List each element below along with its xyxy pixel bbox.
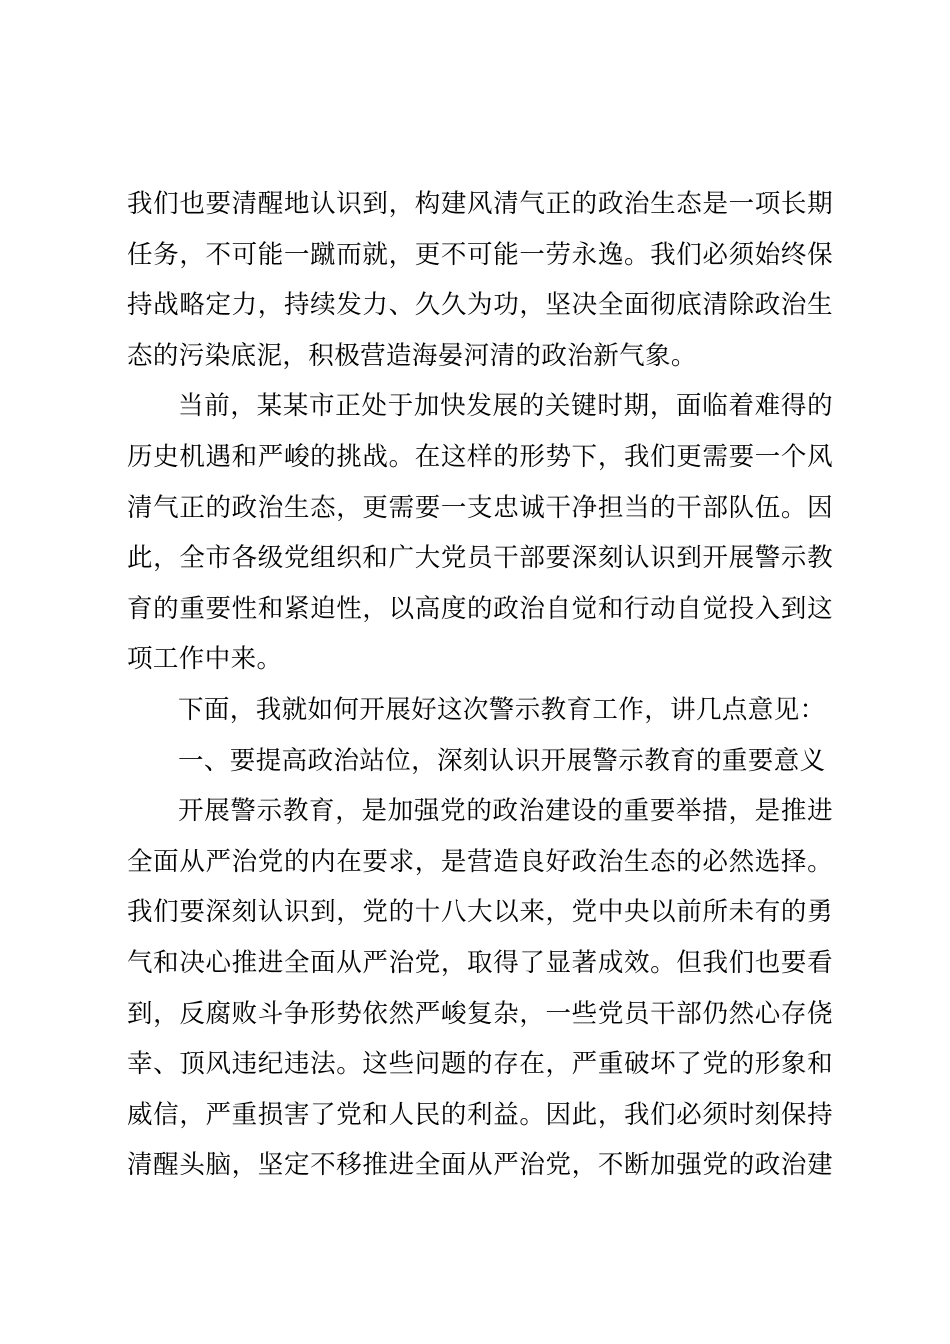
text-line: 项工作中来。 xyxy=(127,644,283,675)
paragraph-first-line: 下面，我就如何开展好这次警示教育工作，讲几点意见： xyxy=(178,694,826,725)
text-line: 到，反腐败斗争形势依然严峻复杂，一些党员干部仍然心存侥 xyxy=(127,998,833,1029)
section-heading: 一、要提高政治站位，深刻认识开展警示教育的重要意义 xyxy=(178,745,826,776)
text-line: 此，全市各级党组织和广大党员干部要深刻认识到开展警示教 xyxy=(127,543,833,574)
paragraph-first-line: 当前，某某市正处于加快发展的关键时期，面临着难得的 xyxy=(178,391,833,422)
text-line: 威信，严重损害了党和人民的利益。因此，我们必须时刻保持 xyxy=(127,1099,833,1130)
text-line: 历史机遇和严峻的挑战。在这样的形势下，我们更需要一个风 xyxy=(127,441,833,472)
text-line: 态的污染底泥，积极营造海晏河清的政治新气象。 xyxy=(127,340,697,371)
text-line: 幸、顶风违纪违法。这些问题的存在，严重破坏了党的形象和 xyxy=(127,1049,833,1080)
paragraph-first-line: 开展警示教育，是加强党的政治建设的重要举措，是推进 xyxy=(178,796,833,827)
text-line: 持战略定力，持续发力、久久为功，坚决全面彻底清除政治生 xyxy=(127,290,833,321)
text-line: 清气正的政治生态，更需要一支忠诚干净担当的干部队伍。因 xyxy=(127,492,833,523)
text-line: 我们也要清醒地认识到，构建风清气正的政治生态是一项长期 xyxy=(127,189,833,219)
text-line: 气和决心推进全面从严治党，取得了显著成效。但我们也要看 xyxy=(127,947,833,978)
text-line: 任务，不可能一蹴而就，更不可能一劳永逸。我们必须始终保 xyxy=(127,239,833,270)
text-line: 清醒头脑，坚定不移推进全面从严治党，不断加强党的政治建 xyxy=(127,1150,833,1181)
text-line: 我们要深刻认识到，党的十八大以来，党中央以前所未有的勇 xyxy=(127,897,833,928)
text-line: 育的重要性和紧迫性，以高度的政治自觉和行动自觉投入到这 xyxy=(127,593,833,624)
text-line: 全面从严治党的内在要求，是营造良好政治生态的必然选择。 xyxy=(127,846,833,877)
document-body xyxy=(127,179,833,1191)
